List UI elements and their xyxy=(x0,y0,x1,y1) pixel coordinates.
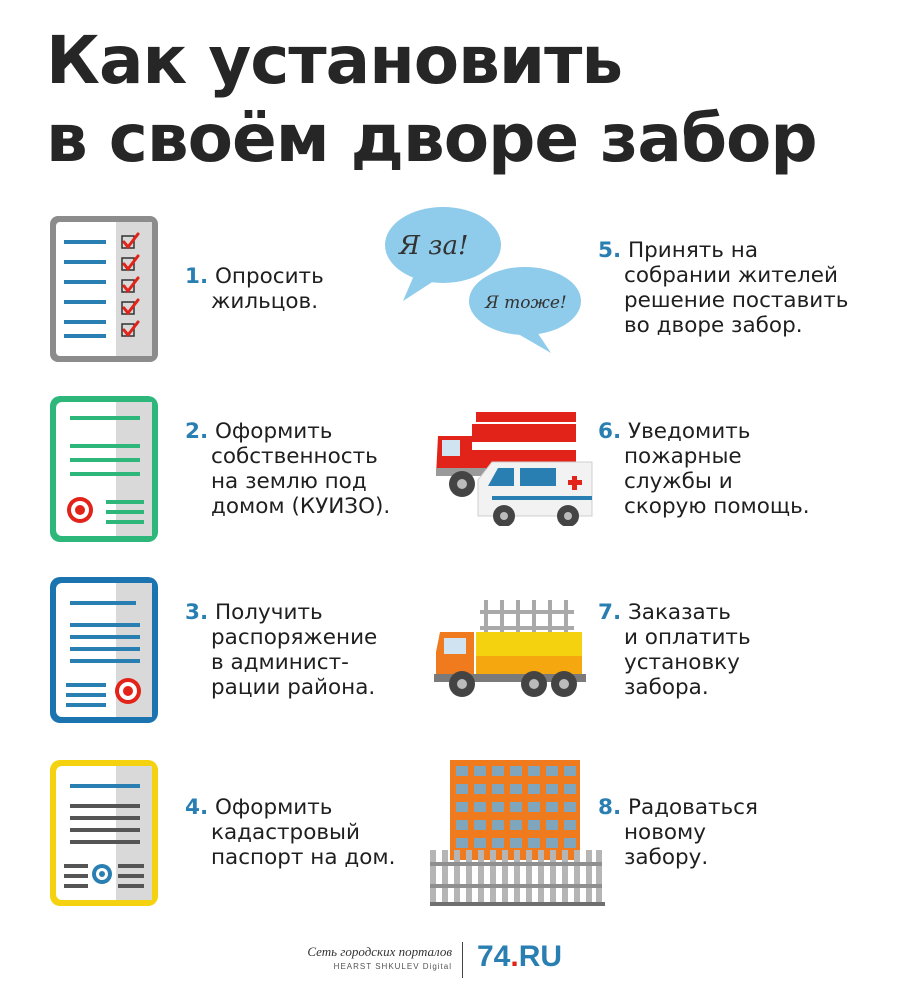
step-text: Заказать xyxy=(627,600,731,625)
document-blue-icon xyxy=(50,577,158,723)
network-label: Сеть городских порталов xyxy=(307,944,452,959)
logo-main: 74 xyxy=(477,940,511,973)
step-text: Принять на xyxy=(627,238,759,263)
speech-bubble-1-text: Я за! xyxy=(399,231,469,261)
step-text: Получить xyxy=(214,600,323,625)
step-text: домом (КУИЗО). xyxy=(211,494,391,519)
step-text: Оформить xyxy=(214,795,333,820)
speech-bubbles-icon xyxy=(385,205,585,355)
logo-dot: . xyxy=(510,940,519,973)
step-text: распоряжение xyxy=(211,625,378,650)
step-3 xyxy=(185,600,377,700)
page-title xyxy=(46,22,886,178)
step-text: собрании жителей xyxy=(624,263,838,288)
step-text: на землю под xyxy=(211,469,367,494)
step-number: 8. xyxy=(598,795,622,820)
title-line-1: Как установить xyxy=(46,22,623,99)
site-logo-link[interactable] xyxy=(477,940,562,974)
step-text: собственность xyxy=(211,444,378,469)
document-green-icon xyxy=(50,396,158,542)
step-number: 4. xyxy=(185,795,209,820)
step-8 xyxy=(598,795,758,870)
hearst-label: HEARST SHKULEV Digital xyxy=(333,962,452,971)
step-number: 2. xyxy=(185,419,209,444)
step-text: в админист- xyxy=(211,650,349,675)
step-text: установку xyxy=(624,650,740,675)
step-text: решение поставить xyxy=(624,288,849,313)
truck-fence-icon xyxy=(434,596,594,706)
logo-tail: RU xyxy=(518,940,563,973)
step-number: 3. xyxy=(185,600,209,625)
step-number: 5. xyxy=(598,238,622,263)
step-text: новому xyxy=(624,820,706,845)
step-text: Оформить xyxy=(214,419,333,444)
step-text: во дворе забор. xyxy=(624,313,803,338)
step-text: забора. xyxy=(624,675,709,700)
building-fence-icon xyxy=(430,758,605,908)
step-1 xyxy=(185,264,324,314)
step-text: пожарные xyxy=(624,444,742,469)
title-line-2: в своём дворе забор xyxy=(46,100,817,177)
step-text: паспорт на дом. xyxy=(211,845,396,870)
footer-divider xyxy=(462,942,463,978)
step-7 xyxy=(598,600,751,700)
step-4 xyxy=(185,795,395,870)
step-text: Опросить xyxy=(214,264,324,289)
step-text: забору. xyxy=(624,845,709,870)
step-text: рации района. xyxy=(211,675,376,700)
step-text: жильцов. xyxy=(211,289,319,314)
step-text: службы и xyxy=(624,469,733,494)
step-2 xyxy=(185,419,390,519)
step-5 xyxy=(598,238,848,338)
step-number: 7. xyxy=(598,600,622,625)
step-6 xyxy=(598,419,810,519)
step-number: 6. xyxy=(598,419,622,444)
step-text: кадастровый xyxy=(211,820,360,845)
footer-network xyxy=(300,944,452,971)
step-text: Уведомить xyxy=(627,419,751,444)
step-text: Радоваться xyxy=(627,795,758,820)
fire-truck-ambulance-icon xyxy=(436,406,596,526)
speech-bubble-2-text: Я тоже! xyxy=(485,293,567,313)
document-yellow-icon xyxy=(50,760,158,906)
step-text: и оплатить xyxy=(624,625,751,650)
checklist-icon xyxy=(50,216,158,362)
step-text: скорую помощь. xyxy=(624,494,810,519)
step-number: 1. xyxy=(185,264,209,289)
